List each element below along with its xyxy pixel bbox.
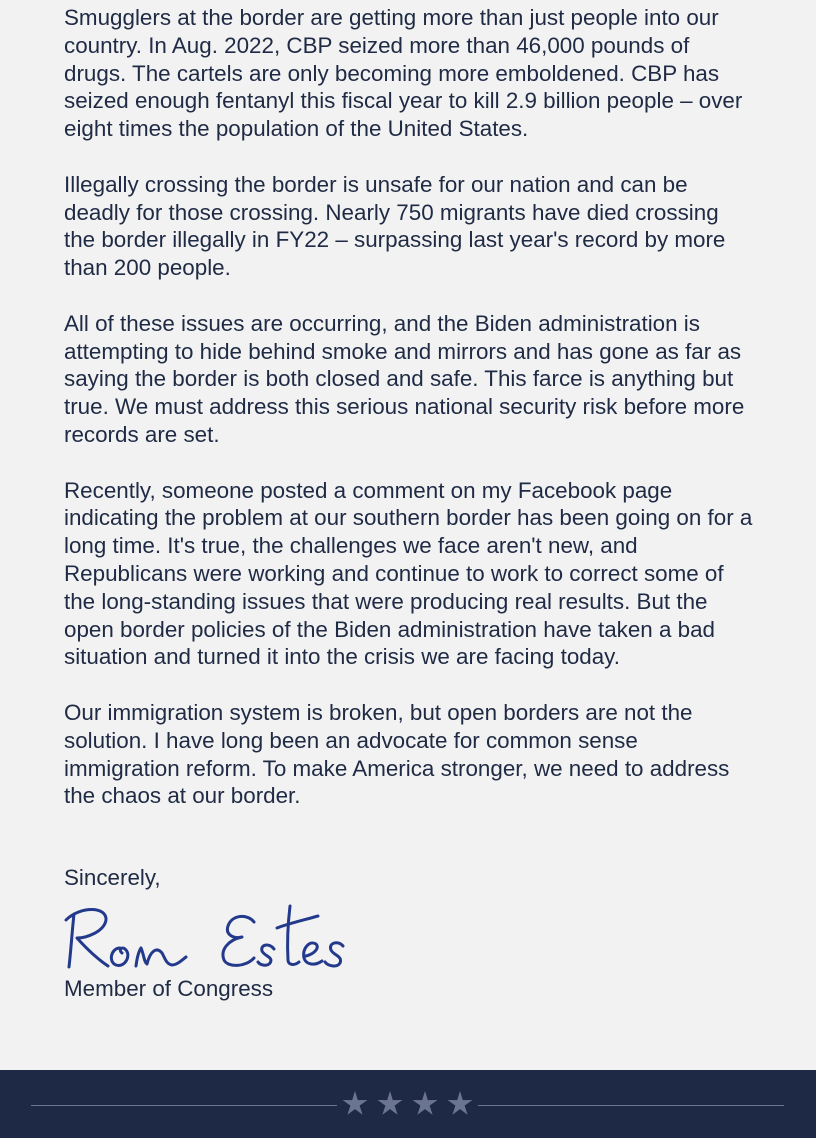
paragraph-immigration-system: Our immigration system is broken, but open borders are not the solution. I have long been an advocate for common sense immigration reform. To make America stronger, we need to address the chaos at our border. — [64, 699, 730, 809]
footer-divider-right — [478, 1105, 784, 1106]
footer-stars — [337, 1086, 478, 1122]
star-icon — [413, 1091, 438, 1115]
paragraph-smugglers: Smugglers at the border are getting more than just people into our country. In Aug. 2022, CBP seized more than 46,000 pounds of drugs. The cartels are only becoming more emboldened. CBP has seized enough fentanyl this fiscal year to kill 2.9 billion people – over eight times the population of the United States. — [64, 5, 743, 142]
star-icon — [448, 1091, 473, 1115]
footer-divider-left — [31, 1105, 337, 1106]
star-icon — [378, 1091, 403, 1115]
paragraph-biden-administration: All of these issues are occurring, and the Biden administration is attempting to hide behind smoke and mirrors and has gone as far as saying the border is both closed and safe. This farce is anything but true. We must address this serious national security risk before more records are set. — [64, 310, 745, 447]
closing: Sincerely, — [64, 865, 161, 890]
star-icon — [343, 1091, 368, 1115]
signature-ron-estes — [62, 898, 352, 972]
footer-banner — [0, 1070, 816, 1138]
paragraph-illegal-crossing: Illegally crossing the border is unsafe for our nation and can be deadly for those crossing. Nearly 750 migrants have died crossing the border illegally in FY22 – surpassing last year's record by more than 200 people. — [64, 171, 726, 281]
paragraph-facebook-comment: Recently, someone posted a comment on my Facebook page indicating the problem at our southern border has been going on for a long time. It's true, the challenges we face aren't new, and Republicans were working and continue to work to correct some of the long-standing issues that were producing real results. But the open border policies of the Biden administration have taken a bad situation and turned it into the crisis we are facing today. — [64, 477, 753, 670]
letter-body — [64, 4, 754, 838]
signer-title: Member of Congress — [64, 976, 274, 1001]
